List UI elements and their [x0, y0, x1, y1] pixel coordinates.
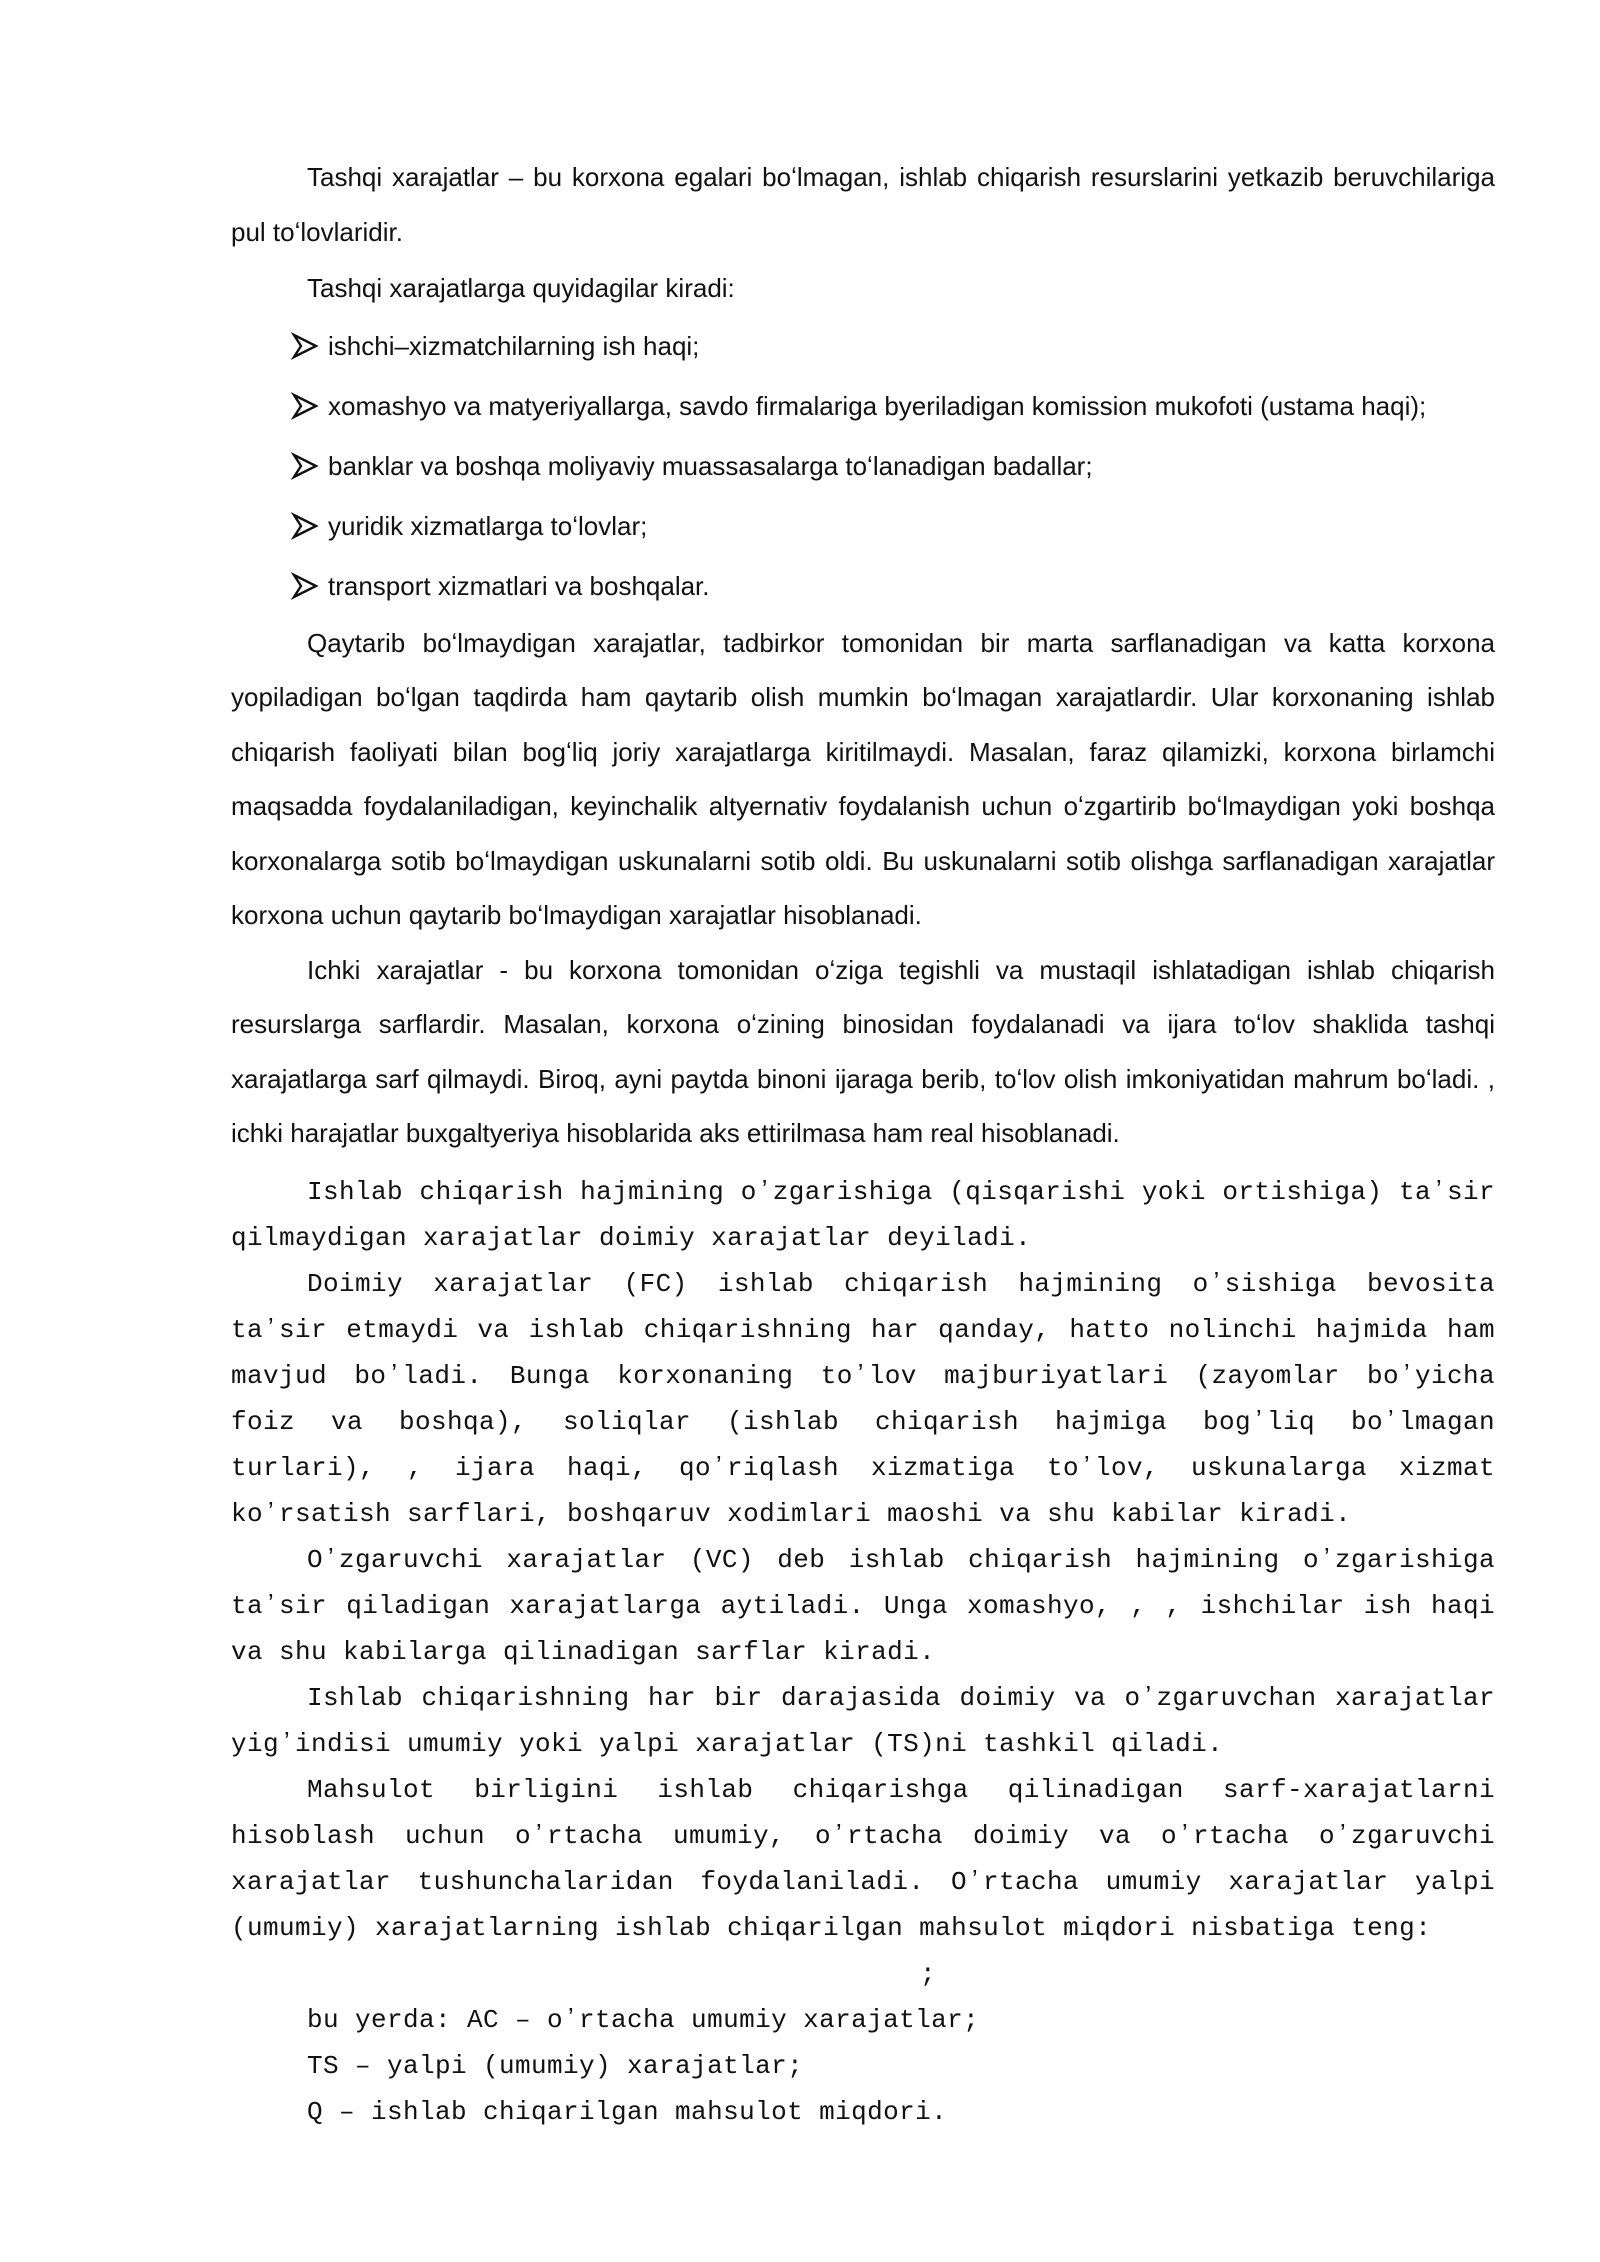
- arrow-bullet-icon: [291, 332, 319, 360]
- paragraph-average-costs: Mahsulot birligini ishlab chiqarishga qilinadigan sarf-xarajatlarni hisoblash uchun oʼrtacha umumiy, oʼrtacha doimiy va oʼrtacha oʼzgaruvchi xarajatlar tushunchalaridan foydalaniladi. Oʼrtacha umumiy xarajatlar yalpi (umumiy) xarajatlarning ishlab chiqarilgan mahsulot miqdori nisbatiga teng:: [231, 1774, 1495, 1943]
- list-item-text: yuridik xizmatlarga toʻlovlar;: [328, 510, 648, 541]
- definition-ts: TS – yalpi (umumiy) xarajatlar;: [307, 2050, 804, 2081]
- list-item: [231, 376, 1495, 436]
- definition-ac: bu yerda: AC – oʼrtacha umumiy xarajatlar;: [307, 2004, 980, 2035]
- arrow-bullet-icon: [291, 572, 319, 600]
- list-item-text: ishchi–xizmatchilarning ish haqi;: [328, 330, 700, 361]
- paragraph-variable-costs-vc: Oʼzgaruvchi xarajatlar (VC) deb ishlab chiqarish hajmining oʼzgarishiga taʼsir qiladigan xarajatlarga aytiladi. Unga xomashyo, , , ishchilar ish haqi va shu kabilarga qilinadigan sarflar kiradi.: [231, 1544, 1495, 1667]
- paragraph-total-costs-ts: Ishlab chiqarishning har bir darajasida doimiy va oʼzgaruvchan xarajatlar yigʼindisi umumiy yoki yalpi xarajatlar (TS)ni tashkil qiladi.: [231, 1682, 1495, 1759]
- arrow-bullet-icon: [291, 512, 319, 540]
- paragraph-external-costs-intro: Tashqi xarajatlarga quyidagilar kiradi:: [307, 273, 735, 303]
- list-item: [231, 556, 1495, 616]
- list-item-text: banklar va boshqa moliyaviy muassasalarga toʻlanadigan badallar;: [328, 450, 1093, 481]
- document-page: [231, 150, 1495, 2135]
- formula-line: ;: [919, 1958, 936, 1989]
- paragraph-internal-costs: Ichki xarajatlar - bu korxona tomonidan oʻziga tegishli va mustaqil ishlatadigan ishlab chiqarish resurslarga sarflardir. Masalan, korxona oʻzining binosidan foydalanadi va ijara toʻlov shaklida tashqi xarajatlarga sarf qilmaydi. Biroq, ayni paytda binoni ijaraga berib, toʻlov olish imkoniyatidan mahrum boʻladi. , ichki harajatlar buxgaltyeriya hisoblarida aks ettirilmasa ham real hisoblanadi.: [231, 954, 1495, 1148]
- list-item-text: transport xizmatlari va boshqalar.: [328, 570, 710, 601]
- definition-q: Q – ishlab chiqarilgan mahsulot miqdori.: [307, 2096, 948, 2127]
- list-item-text: xomashyo va matyeriyallarga, savdo firmalariga byeriladigan komission mukofoti (ustama haqi);: [328, 390, 1427, 421]
- paragraph-external-costs-definition: Tashqi xarajatlar – bu korxona egalari boʻlmagan, ishlab chiqarish resurslarini yetkazib beruvchilariga pul toʻlovlaridir.: [231, 162, 1495, 247]
- paragraph-fixed-costs-definition: Ishlab chiqarish hajmining oʼzgarishiga (qisqarishi yoki ortishiga) taʼsir qilmaydigan xarajatlar doimiy xarajatlar deyiladi.: [231, 1176, 1495, 1253]
- paragraph-sunk-costs: Qaytarib boʻlmaydigan xarajatlar, tadbirkor tomonidan bir marta sarflanadigan va katta korxona yopiladigan boʻlgan taqdirda ham qaytarib olish mumkin boʻlmagan xarajatlardir. Ular korxonaning ishlab chiqarish faoliyati bilan bogʻliq joriy xarajatlarga kiritilmaydi. Masalan, faraz qilamizki, korxona birlamchi maqsadda foydalaniladigan, keyinchalik altyernativ foydalanish uchun oʻzgartirib boʻlmaydigan yoki boshqa korxonalarga sotib boʻlmaydigan uskunalarni sotib oldi. Bu uskunalarni sotib olishga sarflanadigan xarajatlar korxona uchun qaytarib boʻlmaydigan xarajatlar hisoblanadi.: [231, 627, 1495, 930]
- list-item: [231, 496, 1495, 556]
- paragraph-fixed-costs-fc: Doimiy xarajatlar (FC) ishlab chiqarish hajmining oʼsishiga bevosita taʼsir etmaydi va ishlab chiqarishning har qanday, hatto nolinchi hajmida ham mavjud boʼladi. Bunga korxonaning toʼlov majburiyatlari (zayomlar boʼyicha foiz va boshqa), soliqlar (ishlab chiqarish hajmiga bogʼliq boʼlmagan turlari), , ijara haqi, qoʼriqlash xizmatiga toʼlov, uskunalarga xizmat koʼrsatish sarflari, boshqaruv xodimlari maoshi va shu kabilar kiradi.: [231, 1268, 1495, 1529]
- external-costs-list: [231, 316, 1495, 616]
- list-item: [231, 436, 1495, 496]
- arrow-bullet-icon: [291, 452, 319, 480]
- list-item: [231, 316, 1495, 376]
- arrow-bullet-icon: [291, 392, 319, 420]
